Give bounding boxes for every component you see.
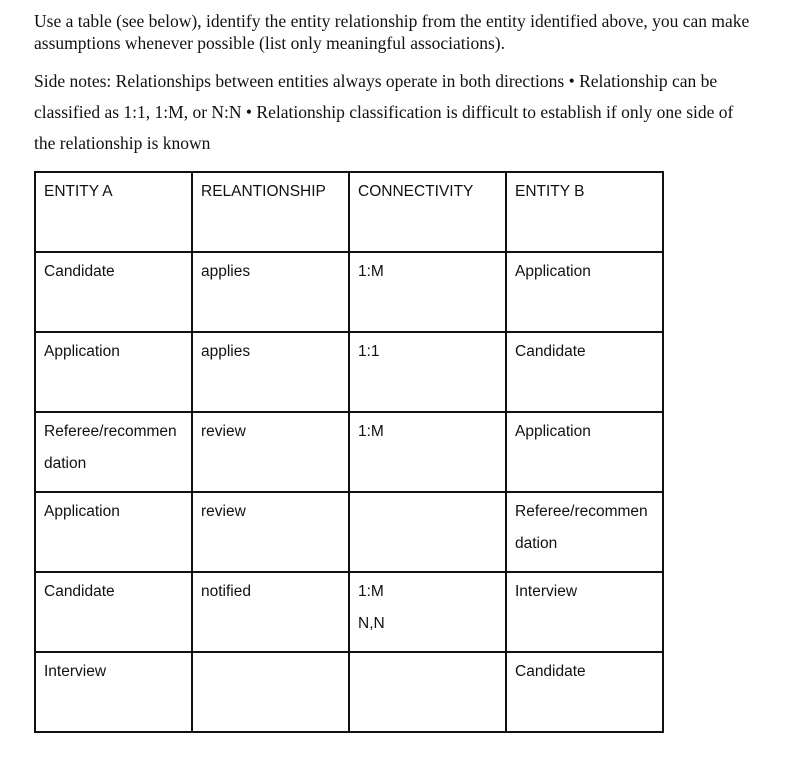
header-entity-b: ENTITY B bbox=[506, 172, 663, 252]
cell-connectivity bbox=[349, 252, 506, 332]
entity-relationship-table bbox=[34, 171, 664, 733]
connectivity-value: 1:M bbox=[358, 583, 384, 600]
cell-relationship: notified bbox=[192, 572, 349, 652]
header-relationship: RELANTIONSHIP bbox=[192, 172, 349, 252]
cell-relationship bbox=[192, 652, 349, 732]
cell-relationship: applies bbox=[192, 252, 349, 332]
table-row bbox=[35, 332, 663, 412]
cell-entity-a: Application bbox=[35, 332, 192, 412]
connectivity-value: 1:M bbox=[358, 423, 384, 440]
cell-relationship: review bbox=[192, 412, 349, 492]
table-row bbox=[35, 412, 663, 492]
connectivity-value: 1:M bbox=[358, 263, 384, 280]
cell-entity-a: Candidate bbox=[35, 252, 192, 332]
cell-entity-a: Application bbox=[35, 492, 192, 572]
cell-connectivity bbox=[349, 652, 506, 732]
table-row bbox=[35, 572, 663, 652]
cell-entity-b: Application bbox=[506, 252, 663, 332]
cell-entity-b: Application bbox=[506, 412, 663, 492]
connectivity-value-alt: N,N bbox=[358, 615, 385, 632]
cell-connectivity bbox=[349, 572, 506, 652]
cell-entity-b: Referee/recommendation bbox=[506, 492, 663, 572]
connectivity-value: 1:1 bbox=[358, 343, 380, 360]
cell-entity-b: Candidate bbox=[506, 652, 663, 732]
cell-entity-a: Candidate bbox=[35, 572, 192, 652]
cell-entity-a: Interview bbox=[35, 652, 192, 732]
cell-entity-a: Referee/recommendation bbox=[35, 412, 192, 492]
table-row bbox=[35, 492, 663, 572]
side-notes-paragraph: Side notes: Relationships between entities always operate in both directions • Relationship can be classified as 1:1, 1:M, or N:N • Relationship classification is difficult to establish if only one side of the relationship is known bbox=[34, 71, 734, 153]
cell-entity-b: Interview bbox=[506, 572, 663, 652]
cell-connectivity bbox=[349, 492, 506, 572]
table-row bbox=[35, 652, 663, 732]
instruction-paragraph: Use a table (see below), identify the entity relationship from the entity identified above, you can make assumptions whenever possible (list only meaningful associations). bbox=[34, 11, 750, 53]
cell-connectivity bbox=[349, 332, 506, 412]
cell-relationship: applies bbox=[192, 332, 349, 412]
cell-connectivity bbox=[349, 412, 506, 492]
header-entity-a: ENTITY A bbox=[35, 172, 192, 252]
cell-entity-b: Candidate bbox=[506, 332, 663, 412]
table-row bbox=[35, 252, 663, 332]
cell-relationship: review bbox=[192, 492, 349, 572]
table-header-row bbox=[35, 172, 663, 252]
header-connectivity: CONNECTIVITY bbox=[349, 172, 506, 252]
